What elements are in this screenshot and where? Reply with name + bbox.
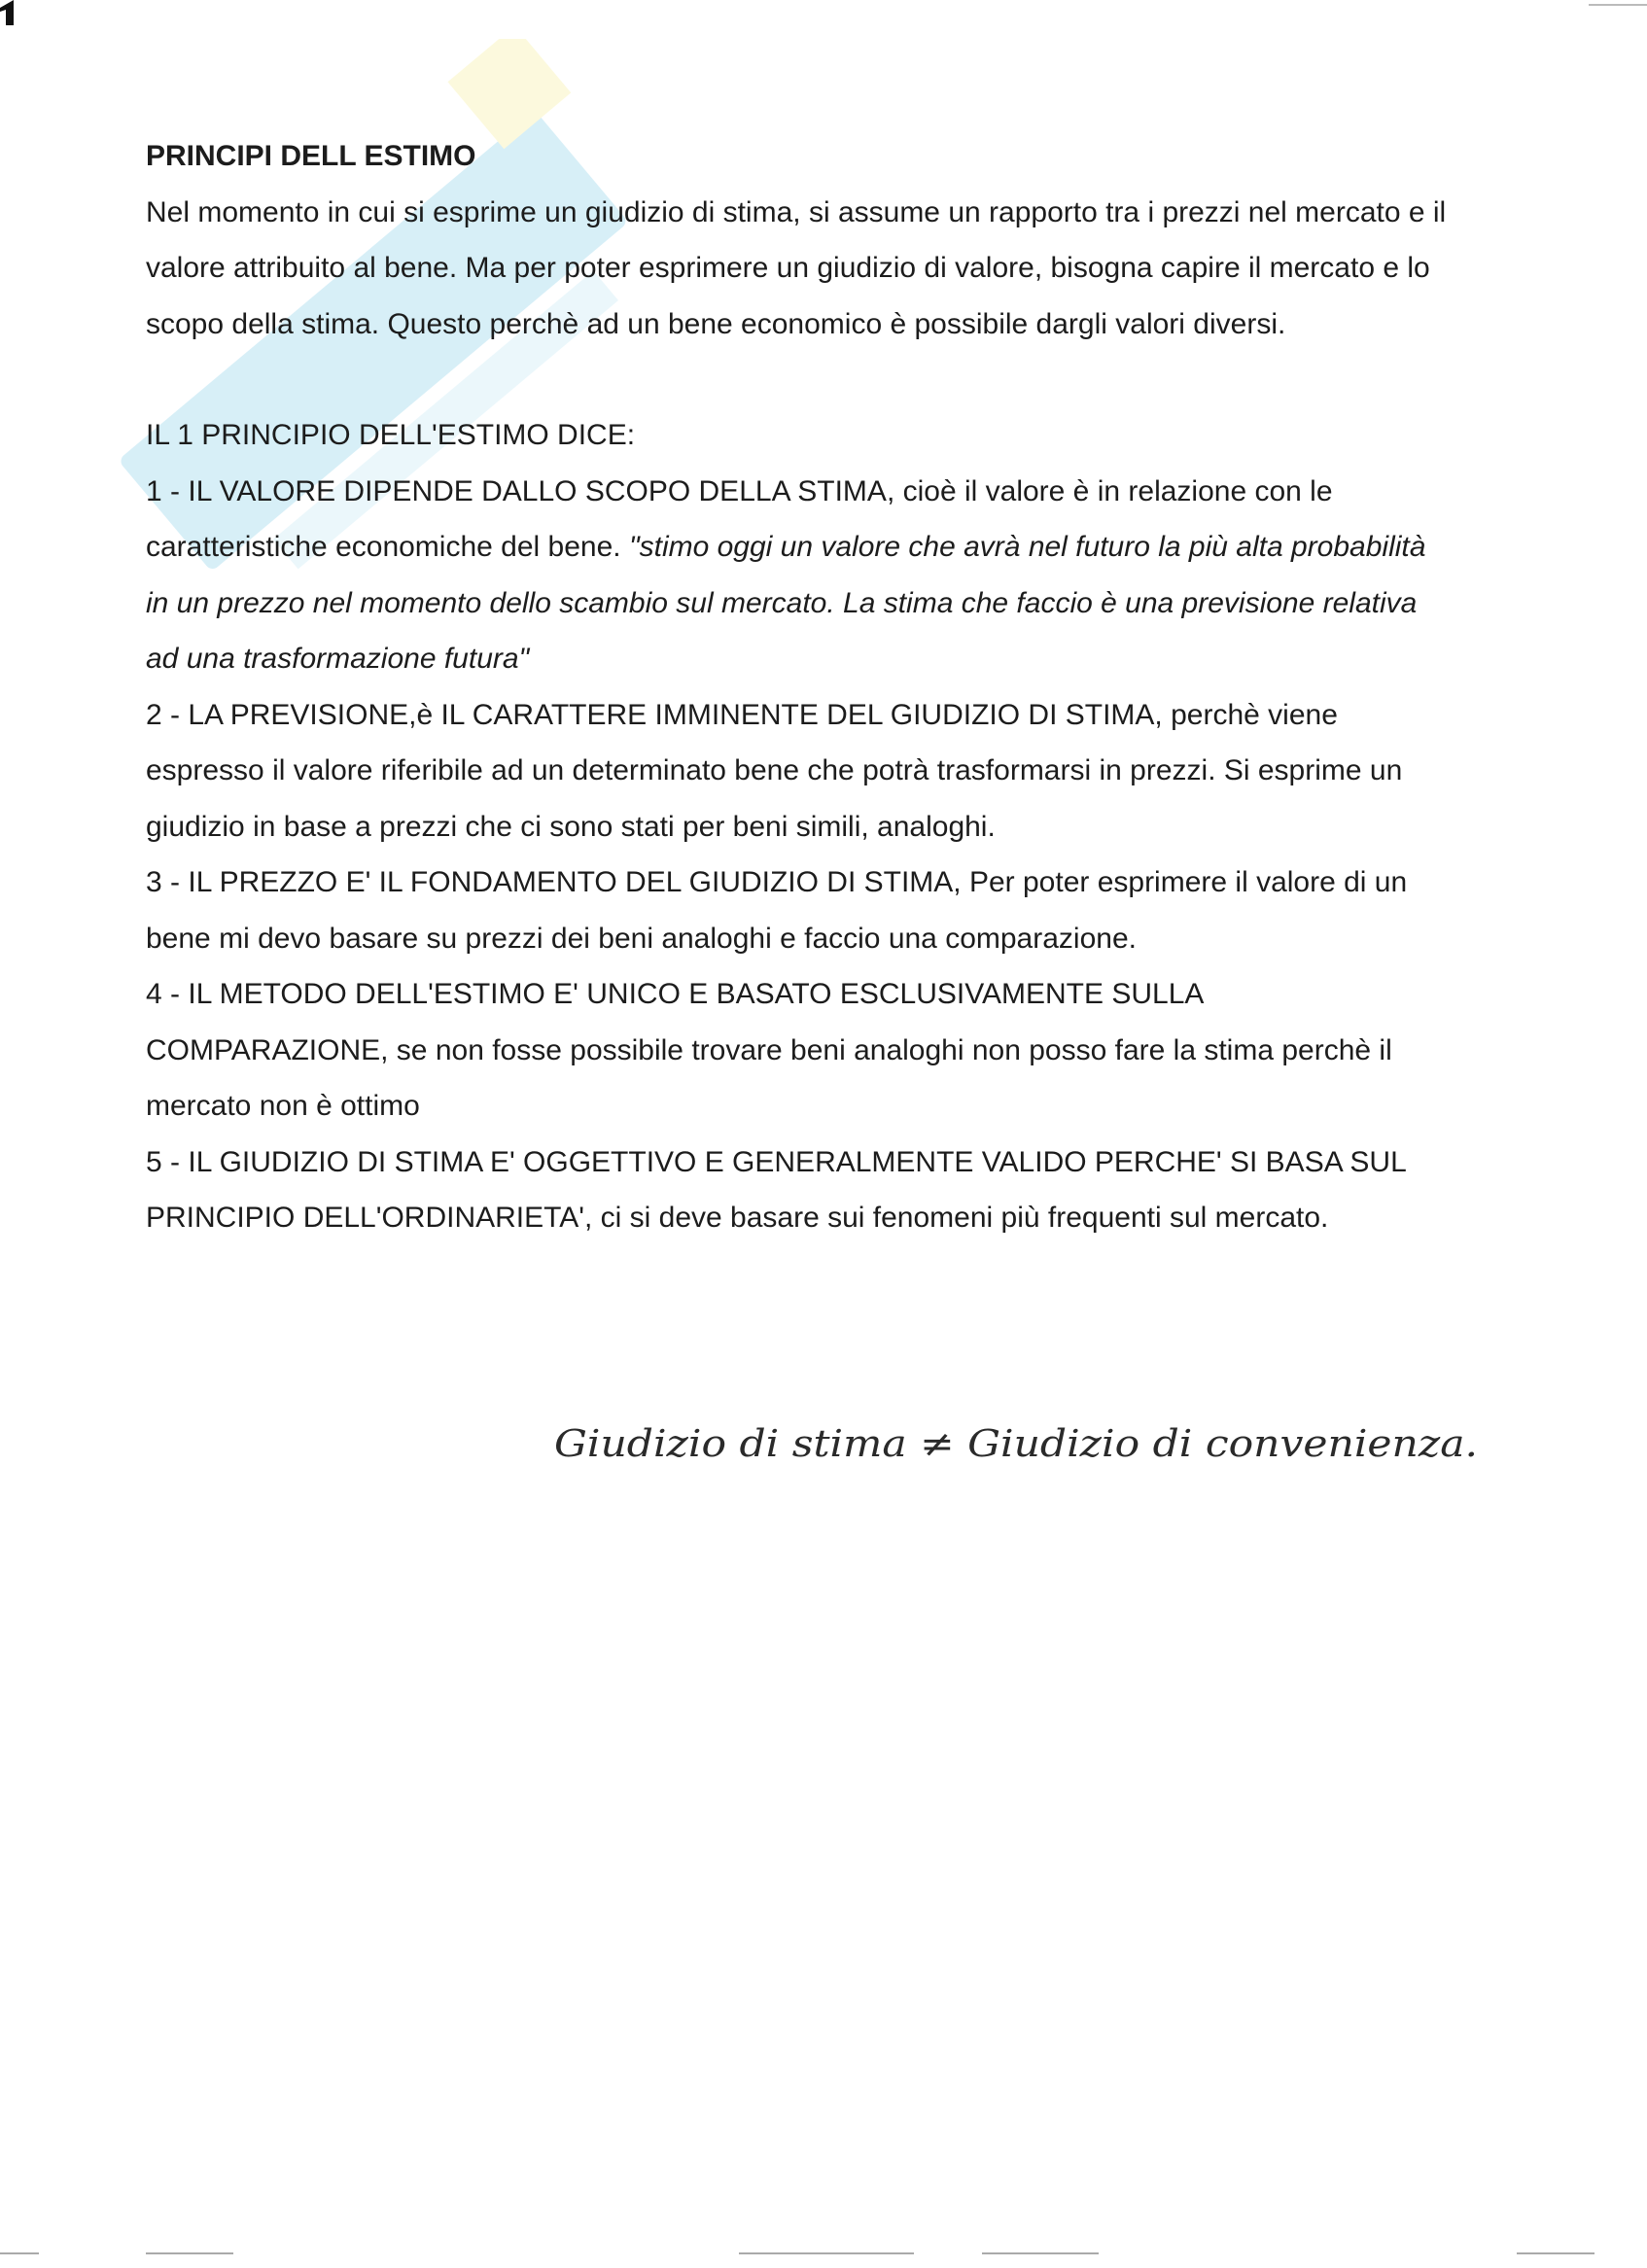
principle-item-4	[146, 966, 1449, 1134]
item-text: , cioè il valore è in relazione con le caratteristiche economiche del bene.	[146, 474, 1333, 563]
item-number: 4 -	[146, 978, 181, 1010]
document-title: PRINCIPI DELL ESTIMO	[146, 140, 476, 172]
item-quote: "stimo oggi un valore che avrà nel futuro la più alta probabilità in un prezzo nel momento dello scambio sul mercato. La stima che faccio è una previsione relativa ad una trasformazione futura"	[146, 531, 1426, 675]
principle-heading: IL 1 PRINCIPIO DELL'ESTIMO DICE:	[146, 419, 636, 451]
paragraph-spacer	[146, 352, 1449, 407]
principle-item-5	[146, 1134, 1449, 1246]
scan-bottom-edge	[0, 2249, 1647, 2258]
item-text: , ci si deve basare sui fenomeni più frequenti sul mercato.	[583, 1202, 1329, 1234]
handwritten-note	[544, 1400, 1497, 1487]
document-body	[146, 128, 1449, 1246]
item-text: , perchè viene espresso il valore riferibile ad un determinato bene che potrà trasformarsi in prezzi. Si esprime un giudizio in base a prezzi che ci sono stati per beni simili, analoghi.	[146, 698, 1403, 843]
item-text: , se non fosse possibile trovare beni analoghi non posso fare la stima perchè il mercato non è ottimo	[146, 1033, 1392, 1122]
item-number: 5 -	[146, 1145, 181, 1178]
item-number: 2 -	[146, 698, 181, 731]
principle-item-1	[146, 464, 1449, 687]
item-caps: IL VALORE DIPENDE DALLO SCOPO DELLA STIMA	[188, 474, 887, 507]
item-number: 1 -	[146, 474, 181, 507]
scan-corner-mark	[0, 0, 29, 25]
item-caps: IL METODO DELL'ESTIMO E' UNICO E BASATO ESCLUSIVAMENTE SULLA COMPARAZIONE	[146, 978, 1203, 1066]
item-text: , Per poter esprimere il valore di un bene mi devo basare su prezzi dei beni analoghi e faccio una comparazione.	[146, 866, 1408, 955]
handwritten-note-text: Giudizio di stima ≠ Giudizio di convenienza.	[554, 1422, 1478, 1465]
item-caps: LA PREVISIONE,è IL CARATTERE IMMINENTE DEL GIUDIZIO DI STIMA	[188, 698, 1155, 731]
principle-item-2	[146, 687, 1449, 855]
item-caps: IL PREZZO E' IL FONDAMENTO DEL GIUDIZIO DI STIMA	[188, 866, 954, 898]
intro-paragraph: Nel momento in cui si esprime un giudizio di stima, si assume un rapporto tra i prezzi nel mercato e il valore attribuito al bene. Ma per poter esprimere un giudizio di valore, bisogna capire il mercato e lo scopo della stima. Questo perchè ad un bene economico è possibile dargli valori diversi.	[146, 195, 1447, 340]
item-number: 3 -	[146, 866, 181, 898]
principle-item-3	[146, 855, 1449, 966]
scan-edge-mark	[1589, 0, 1647, 14]
item-caps: IL GIUDIZIO DI STIMA E' OGGETTIVO E GENERALMENTE VALIDO PERCHE' SI BASA SUL PRINCIPIO DELL'ORDINARIETA'	[146, 1145, 1406, 1234]
